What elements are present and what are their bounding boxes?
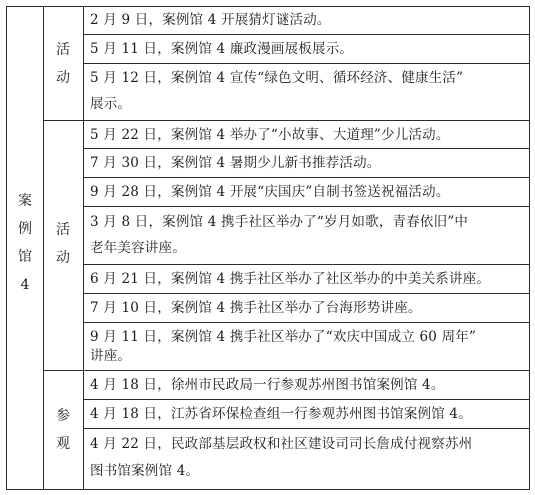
- side-label: 案 例 馆 4: [18, 193, 32, 293]
- table-row-text: 4 月 18 日，江苏省环保检查组一行参观苏州图书馆案例馆 4。: [90, 406, 472, 422]
- section-divider-1: [43, 120, 530, 121]
- table-row-text: 5 月 11 日，案例馆 4 廉政漫画展板展示。: [90, 41, 354, 57]
- table-row-text: 5 月 22 日，案例馆 4 举办了“小故事、大道理”少儿活动。: [90, 127, 450, 143]
- row-divider: [83, 399, 530, 400]
- row-divider: [83, 34, 530, 35]
- section-label-activities-1: 活 动: [56, 42, 70, 86]
- section-label-visits: 参 观: [56, 408, 70, 452]
- row-divider: [83, 63, 530, 64]
- row-divider: [83, 177, 530, 178]
- table-row-text: 5 月 12 日，案例馆 4 宣传“绿色文明、循环经济、健康生活”: [90, 70, 464, 86]
- table-border-left: [6, 6, 7, 490]
- table-row-text: 4 月 18 日，徐州市民政局一行参观苏州图书馆案例馆 4。: [90, 377, 445, 393]
- table-row-text: 展示。: [90, 96, 132, 112]
- table-row-text: 9 月 11 日，案例馆 4 携手社区举办了“欢庆中国成立 60 周年”: [90, 329, 477, 345]
- row-divider: [83, 206, 530, 207]
- table-row-text: 图书馆案例馆 4。: [90, 463, 200, 479]
- section-divider-2: [43, 370, 530, 371]
- row-divider: [83, 322, 530, 323]
- column-divider-1: [43, 6, 44, 490]
- table-row-text: 9 月 28 日，案例馆 4 开展“庆国庆”自制书签送祝福活动。: [90, 184, 450, 200]
- row-divider: [83, 428, 530, 429]
- table-row-text: 老年美容讲座。: [90, 240, 186, 256]
- row-divider: [83, 264, 530, 265]
- column-divider-2: [83, 6, 84, 490]
- table-row-text: 7 月 10 日，案例馆 4 携手社区举办了台海形势讲座。: [90, 300, 422, 316]
- table-row-text: 7 月 30 日，案例馆 4 暑期少儿新书推荐活动。: [90, 155, 381, 171]
- table-row-text: 2 月 9 日，案例馆 4 开展猜灯谜活动。: [90, 12, 331, 28]
- table-row-text: 6 月 21 日，案例馆 4 携手社区举办了社区举办的中美关系讲座。: [90, 271, 491, 287]
- section-label-activities-2: 活 动: [56, 222, 70, 266]
- table-row-text: 讲座。: [90, 348, 132, 364]
- row-divider: [83, 293, 530, 294]
- table-border-right: [529, 6, 530, 490]
- table-row-text: 4 月 22 日，民政部基层政权和社区建设司司长詹成付视察苏州: [90, 436, 473, 452]
- record-table: [6, 6, 530, 490]
- table-row-text: 3 月 8 日，案例馆 4 携手社区举办了“岁月如歌，青春依旧”中: [90, 214, 469, 230]
- row-divider: [83, 148, 530, 149]
- table-border-bottom: [6, 489, 530, 490]
